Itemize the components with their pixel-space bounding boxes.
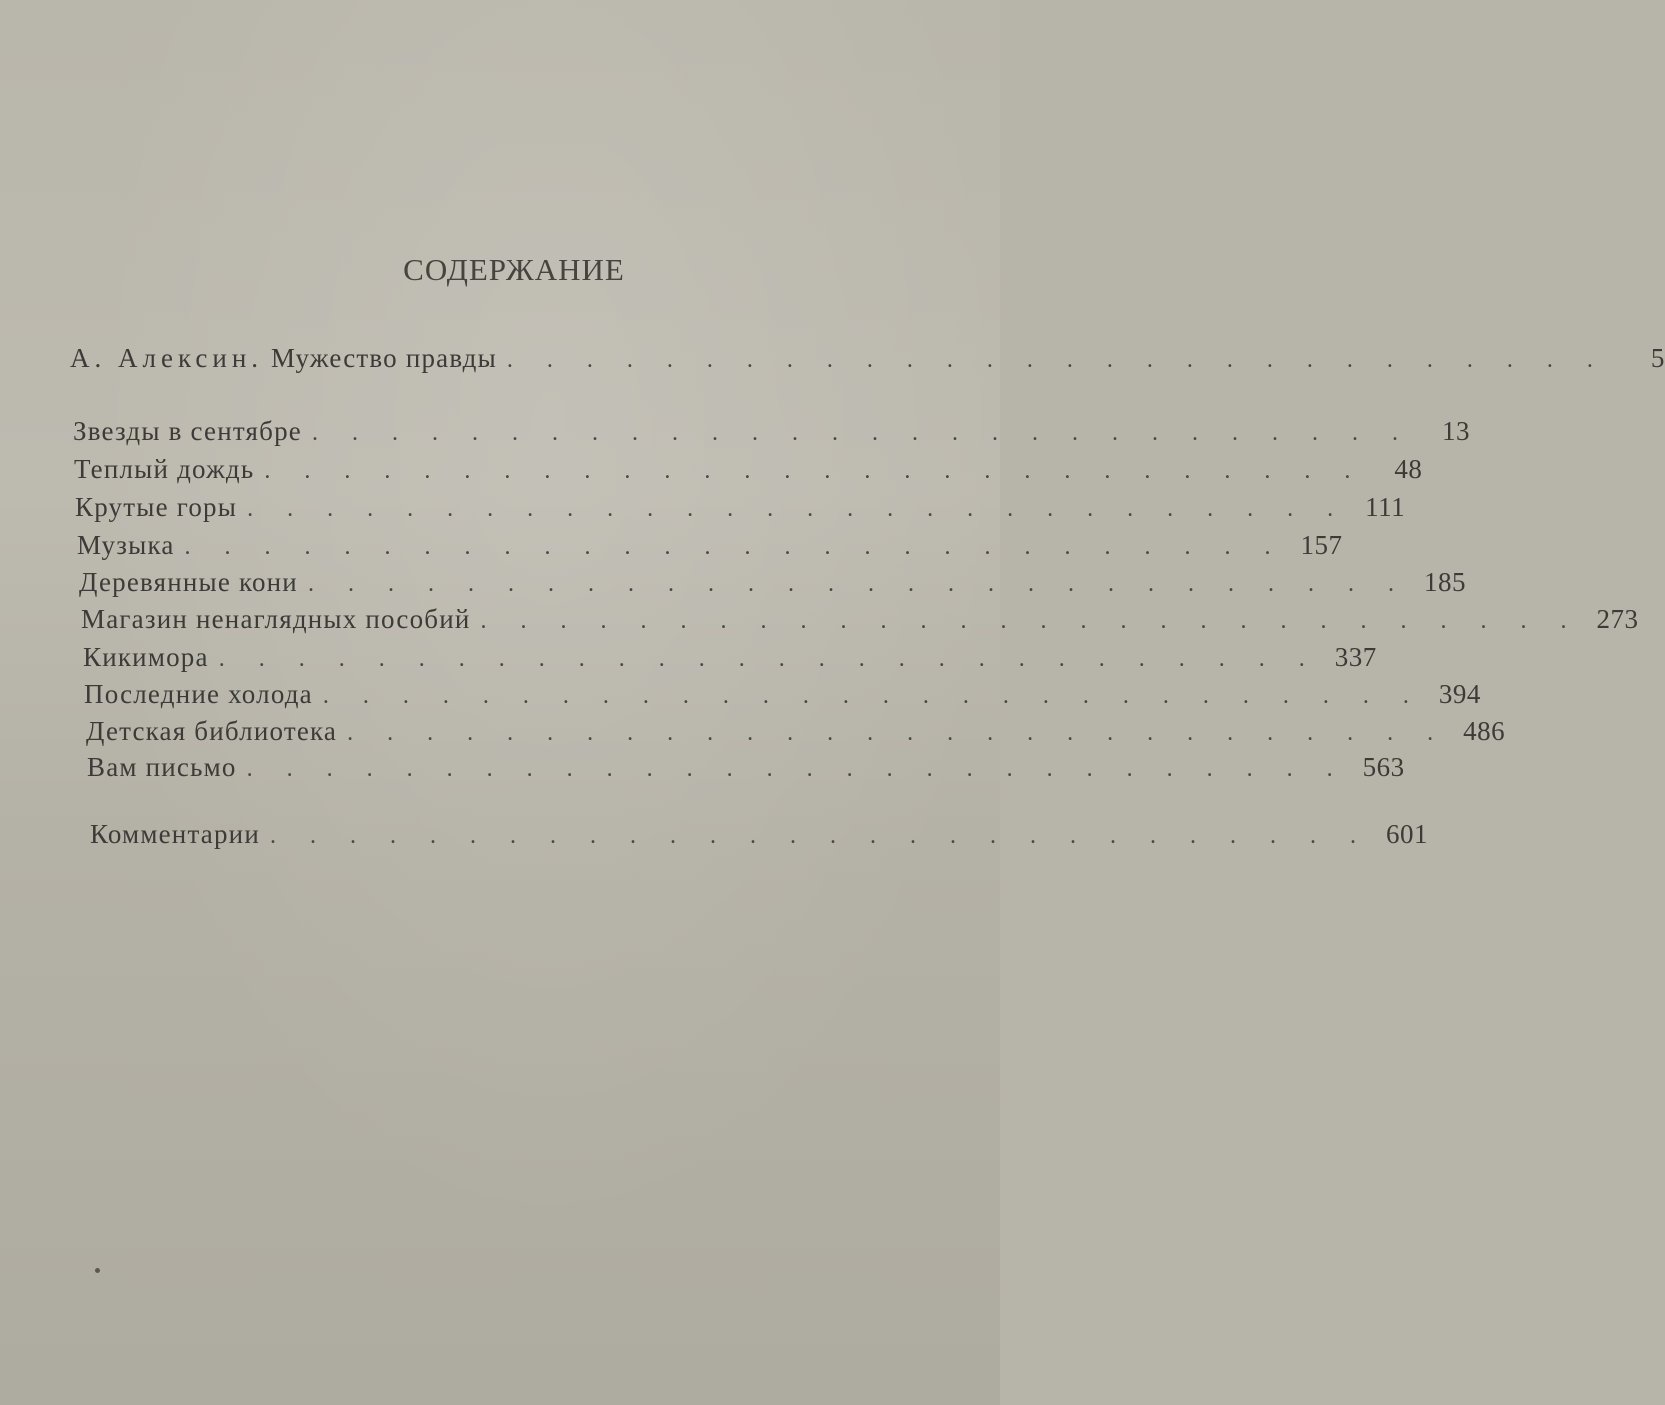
dot-leader: . . . . . . . . . . . . . . . . . . . . . . . . . . . . xyxy=(322,683,1423,709)
preface-author: А. Алексин. xyxy=(70,343,264,373)
dot-leader: . . . . . . . . . . . . . . . . . . . . . . . . . . . . xyxy=(184,534,1285,560)
toc-title: Теплый дождь xyxy=(74,454,255,484)
toc-row xyxy=(83,640,1377,676)
toc-title: Кикимора xyxy=(83,642,209,672)
toc-title: Комментарии xyxy=(90,819,260,849)
contents-heading: СОДЕРЖАНИЕ xyxy=(403,252,625,287)
toc-title: Вам письмо xyxy=(87,752,237,782)
toc-row xyxy=(77,528,1343,564)
toc-page-number: 185 xyxy=(1423,567,1466,597)
dot-leader: . . . . . . . . . . . . . . . . . . . . . . . . . . . . xyxy=(246,756,1347,782)
toc-page-number: 5 xyxy=(1650,343,1665,373)
toc-title: Магазин ненаглядных пособий xyxy=(81,604,471,634)
toc-row xyxy=(73,414,1470,450)
toc-title: Последние холода xyxy=(84,679,313,709)
toc-page-number: 157 xyxy=(1300,530,1343,560)
toc-row xyxy=(75,490,1406,526)
dot-leader: . . . . . . . . . . . . . . . . . . . . . . . . . . . . xyxy=(247,496,1348,522)
dot-leader: . . . . . . . . . . . . . . . . . . . . . . . . . . . . xyxy=(218,646,1319,672)
dot-leader: . . . . . . . . . . . . . . . . . . . . . . . . . . . . xyxy=(269,823,1370,849)
toc-page-number: 273 xyxy=(1596,604,1639,634)
dot-leader: . . . . . . . . . . . . . . . . . . . . . . . . . . . . xyxy=(347,720,1448,746)
toc-row xyxy=(74,452,1423,488)
toc-title-preface xyxy=(70,341,497,375)
toc-page-number: 601 xyxy=(1385,819,1428,849)
toc-row xyxy=(87,750,1405,786)
toc-page-number: 48 xyxy=(1394,454,1423,484)
toc-row-preface xyxy=(70,341,1665,377)
toc-row xyxy=(81,602,1639,638)
toc-page-number: 13 xyxy=(1441,416,1470,446)
toc-page-number: 337 xyxy=(1334,642,1377,672)
dot-leader: . . . . . . . . . . . . . . . . . . . . . . . . . . . . xyxy=(307,571,1408,597)
dot-leader: . . . . . . . . . . . . . . . . . . . . . . . . . . . . xyxy=(480,608,1581,634)
toc-title: Звезды в сентябре xyxy=(73,416,302,446)
toc-row xyxy=(86,714,1506,750)
toc-page-number: 563 xyxy=(1362,752,1405,782)
toc-title: Музыка xyxy=(77,530,175,560)
toc-page-number: 111 xyxy=(1365,492,1406,522)
toc-page-number: 486 xyxy=(1463,716,1506,746)
dot-leader: . . . . . . . . . . . . . . . . . . . . . . . . . . . . xyxy=(506,347,1607,373)
toc-row-commentary xyxy=(90,817,1428,853)
dot-leader: . . . . . . . . . . . . . . . . . . . . . . . . . . . . xyxy=(311,420,1412,446)
toc-title: Детская библиотека xyxy=(86,716,338,746)
toc-row xyxy=(84,677,1481,713)
toc-page-number: 394 xyxy=(1438,679,1481,709)
paper-speck xyxy=(95,1268,100,1273)
toc-title: Деревянные кони xyxy=(79,567,298,597)
preface-title: Мужество правды xyxy=(271,343,497,373)
dot-leader: . . . . . . . . . . . . . . . . . . . . . . . . . . . . xyxy=(264,458,1365,484)
toc-row xyxy=(79,565,1466,601)
toc-title: Крутые горы xyxy=(75,492,238,522)
